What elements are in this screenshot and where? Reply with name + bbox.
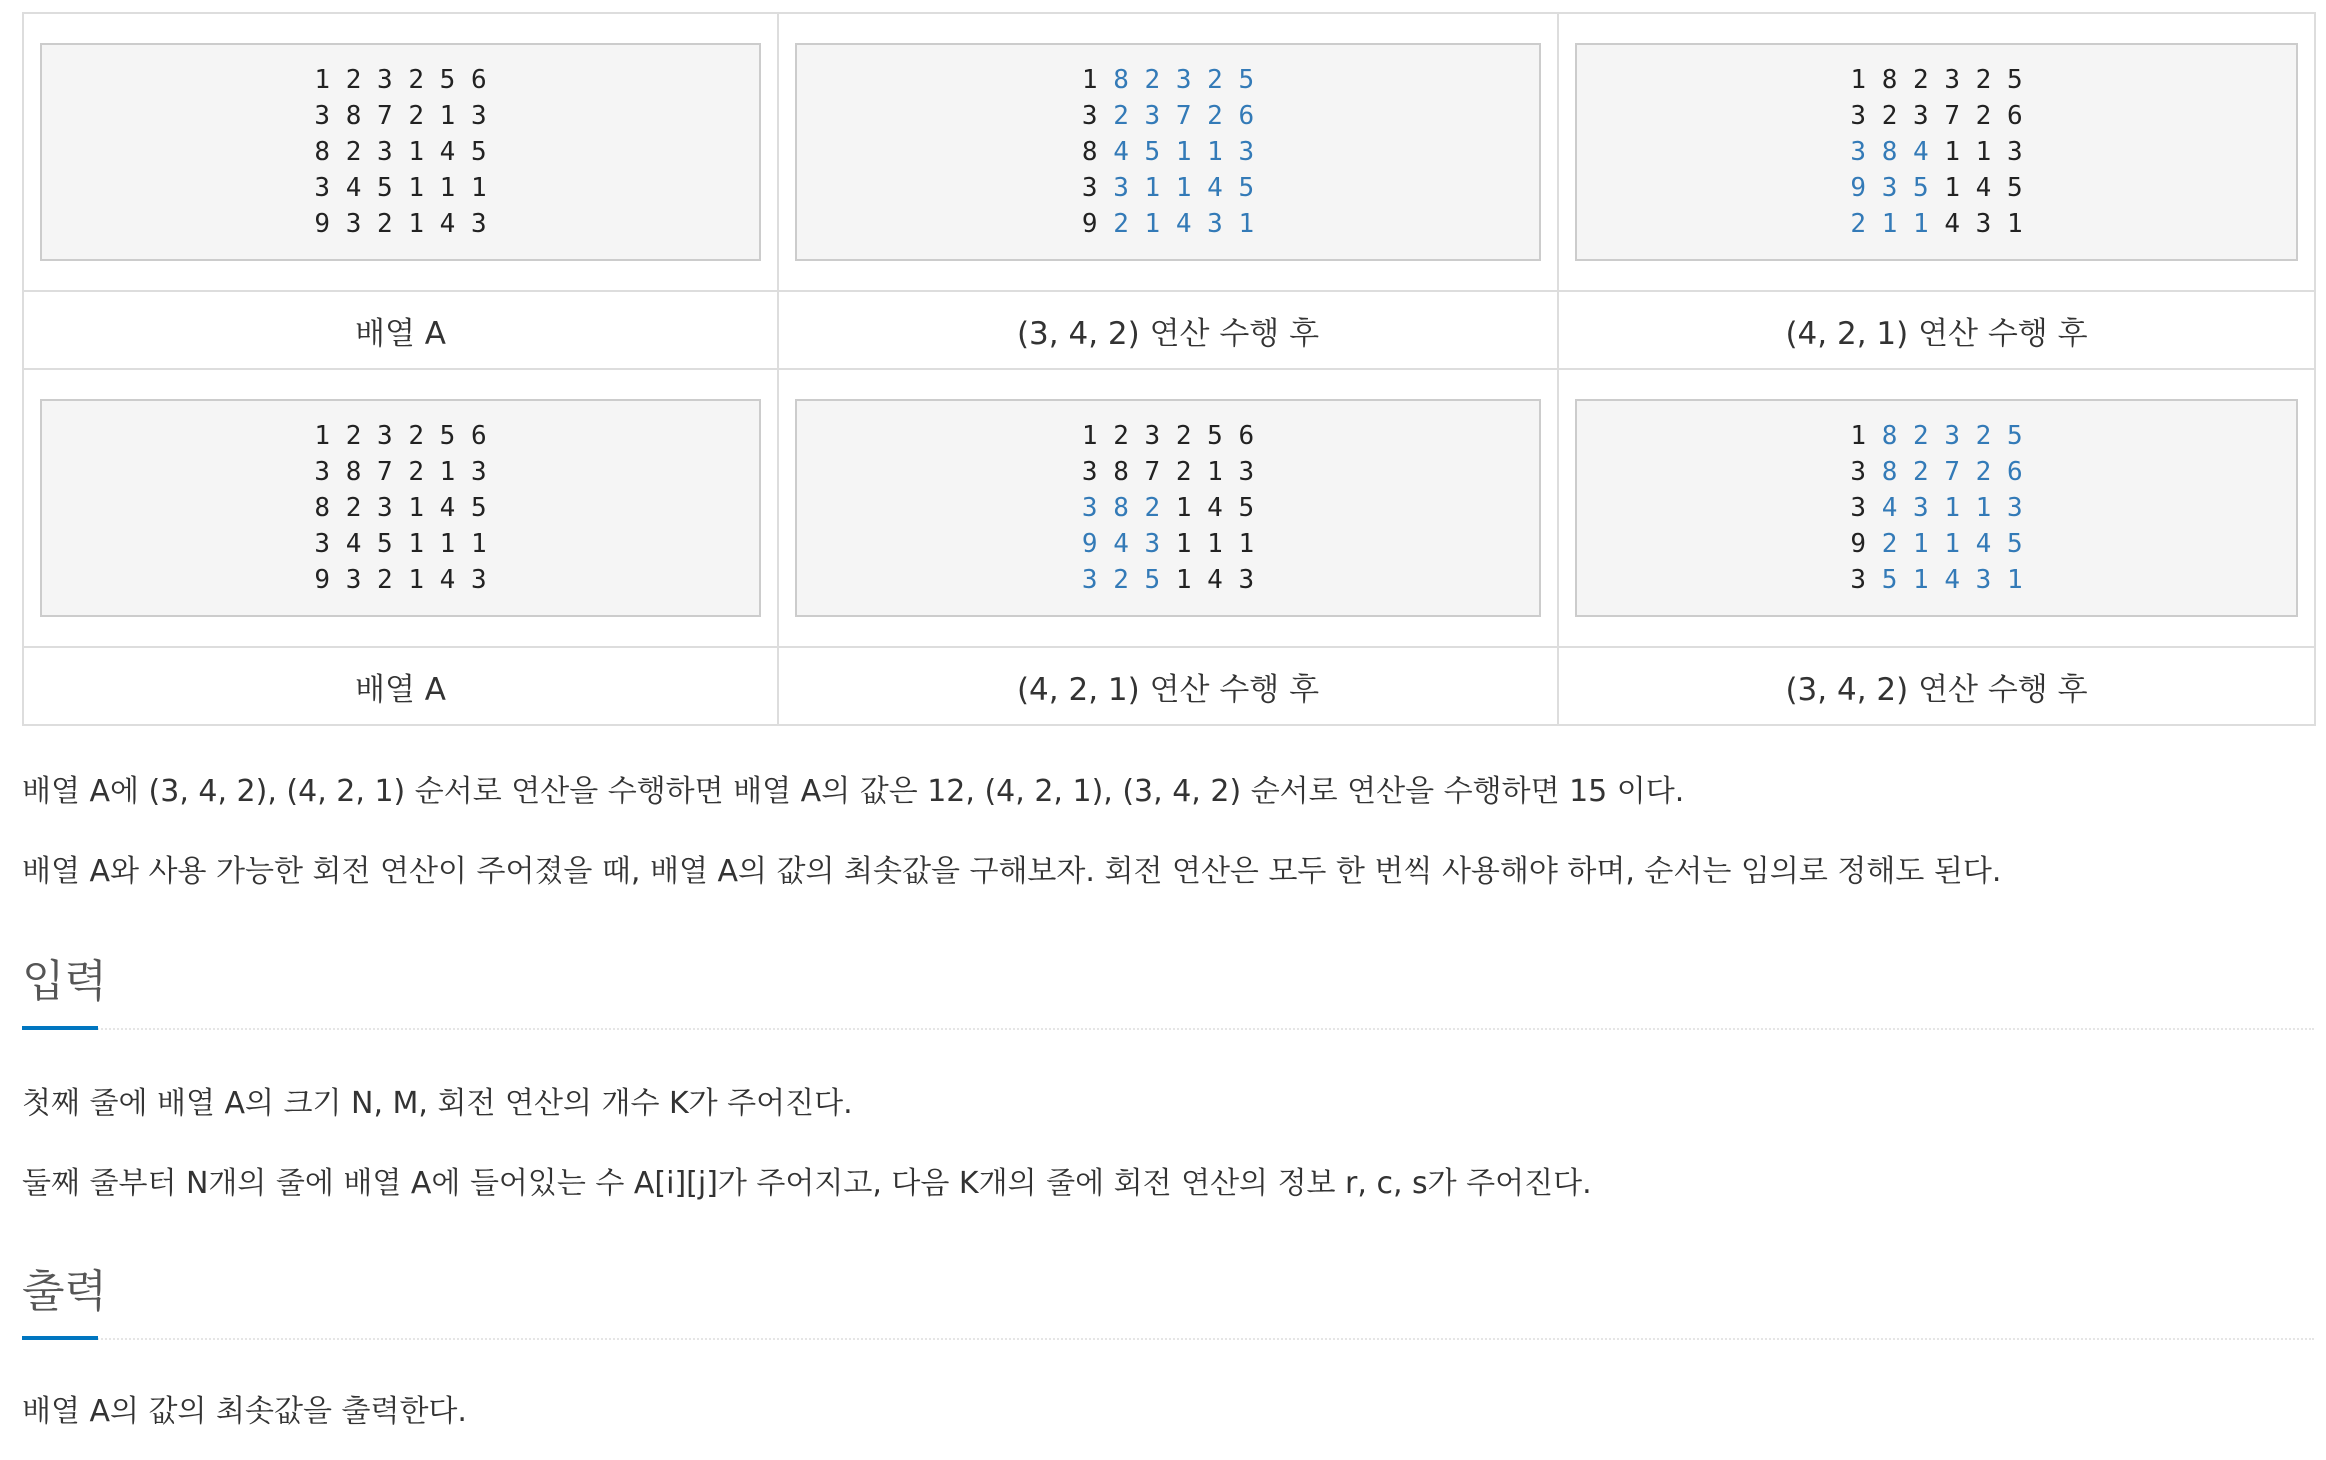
matrix-value: 3 <box>1850 137 1867 167</box>
matrix-value: 3 <box>2006 137 2023 167</box>
section-underline <box>22 1336 98 1340</box>
matrix-line <box>314 418 486 454</box>
matrix-value: 1 <box>408 173 424 203</box>
matrix-value: 2 <box>1881 101 1898 131</box>
matrix-value: 1 <box>1850 421 1867 451</box>
matrix-value: 3 <box>470 101 487 131</box>
matrix-value: 2 <box>1113 421 1129 451</box>
matrix-cell <box>1558 369 2315 647</box>
matrix-value: 3 <box>1207 209 1223 239</box>
matrix-value: 4 <box>1207 565 1223 595</box>
matrix-value: 4 <box>1881 493 1898 523</box>
matrix <box>1082 418 1254 598</box>
matrix-value: 6 <box>2006 457 2023 487</box>
matrix-line <box>314 526 486 562</box>
matrix-value: 1 <box>470 173 487 203</box>
matrix-value: 3 <box>1944 421 1960 451</box>
matrix-line <box>1850 526 2022 562</box>
matrix-value: 1 <box>1207 529 1223 559</box>
matrix-value: 5 <box>2006 65 2023 95</box>
matrix-value: 1 <box>1944 137 1960 167</box>
matrix-value: 2 <box>408 65 424 95</box>
matrix-value: 5 <box>377 173 393 203</box>
matrix-value: 3 <box>345 209 362 239</box>
matrix-value: 1 <box>1207 137 1223 167</box>
matrix-caption: 배열 A <box>23 647 778 725</box>
matrix-value: 2 <box>1975 65 1992 95</box>
matrix-value: 8 <box>1881 421 1898 451</box>
matrix-value: 6 <box>470 65 487 95</box>
matrix-value: 7 <box>1175 101 1192 131</box>
matrix-value: 3 <box>314 457 331 487</box>
matrix-value: 5 <box>470 493 487 523</box>
matrix-value: 3 <box>377 65 393 95</box>
matrix-value: 8 <box>1113 65 1129 95</box>
matrix-value: 4 <box>1975 173 1992 203</box>
matrix-value: 8 <box>1881 137 1898 167</box>
matrix-value: 2 <box>1113 101 1129 131</box>
matrix-value: 1 <box>1944 493 1960 523</box>
matrix-line <box>1850 490 2022 526</box>
matrix-value: 3 <box>1913 101 1929 131</box>
matrix-value: 5 <box>377 529 393 559</box>
matrix-value: 5 <box>1144 137 1161 167</box>
matrix-value: 3 <box>1975 565 1992 595</box>
output-section-header <box>22 1262 2314 1340</box>
matrix-line <box>1850 454 2022 490</box>
output-section-title: 출력 <box>22 1266 108 1317</box>
matrix-box <box>795 43 1541 261</box>
matrix-value: 5 <box>1238 493 1255 523</box>
rotation-example-table <box>22 12 2316 726</box>
matrix-value: 6 <box>1238 421 1255 451</box>
matrix <box>1082 62 1254 242</box>
problem-goal-text: 배열 A와 사용 가능한 회전 연산이 주어졌을 때, 배열 A의 값의 최솟값을 구해보자. 회전 연산은 모두 한 번씩 사용해야 하며, 순서는 임의로 정해도 된다. <box>22 854 2002 889</box>
matrix-line <box>314 134 486 170</box>
matrix-value: 1 <box>1944 173 1960 203</box>
matrix-value: 1 <box>439 101 456 131</box>
matrix-value: 4 <box>1175 209 1192 239</box>
matrix-value: 3 <box>1081 173 1098 203</box>
matrix-value: 9 <box>314 209 331 239</box>
matrix-value: 3 <box>1975 209 1992 239</box>
matrix-cell <box>778 13 1558 291</box>
matrix-value: 1 <box>1175 529 1192 559</box>
matrix-caption: (3, 4, 2) 연산 수행 후 <box>1558 647 2315 725</box>
matrix-value: 3 <box>1850 493 1867 523</box>
matrix-line <box>1082 206 1254 242</box>
matrix-line <box>1082 490 1254 526</box>
matrix-value: 2 <box>1175 457 1192 487</box>
output-line-1: 배열 A의 값의 최솟값을 출력한다. <box>22 1394 467 1429</box>
matrix-line <box>1850 170 2022 206</box>
matrix-line <box>1082 62 1254 98</box>
input-section-title: 입력 <box>22 956 108 1007</box>
matrix-line <box>1082 454 1254 490</box>
matrix-value: 4 <box>1944 209 1960 239</box>
matrix-line <box>314 454 486 490</box>
matrix-value: 5 <box>2006 421 2023 451</box>
matrix-value: 1 <box>1881 209 1898 239</box>
matrix-line <box>1082 526 1254 562</box>
matrix-value: 3 <box>1881 173 1898 203</box>
matrix-value: 3 <box>1081 457 1098 487</box>
matrix-value: 2 <box>408 101 424 131</box>
matrix-value: 3 <box>1850 101 1867 131</box>
matrix-value: 2 <box>1144 493 1161 523</box>
matrix-line <box>1850 206 2022 242</box>
matrix-value: 8 <box>1881 65 1898 95</box>
matrix-cell <box>778 369 1558 647</box>
matrix-value: 3 <box>1944 65 1960 95</box>
matrix-line <box>1082 170 1254 206</box>
matrix-value: 1 <box>408 493 424 523</box>
matrix-value: 1 <box>1081 65 1098 95</box>
input-line-1: 첫째 줄에 배열 A의 크기 N, M, 회전 연산의 개수 K가 주어진다. <box>22 1086 853 1121</box>
matrix-value: 5 <box>439 65 456 95</box>
matrix-cell <box>1558 13 2315 291</box>
matrix-value: 3 <box>470 565 487 595</box>
matrix-value: 1 <box>408 529 424 559</box>
matrix-value: 3 <box>1113 173 1129 203</box>
matrix-line <box>1082 562 1254 598</box>
matrix-value: 4 <box>1944 565 1960 595</box>
matrix-line <box>314 562 486 598</box>
matrix-row <box>23 369 2315 647</box>
matrix-value: 1 <box>1175 173 1192 203</box>
matrix-value: 2 <box>1207 65 1223 95</box>
matrix-value: 1 <box>1144 209 1161 239</box>
matrix-line <box>314 490 486 526</box>
matrix-value: 2 <box>1144 65 1161 95</box>
matrix-value: 5 <box>1238 65 1255 95</box>
matrix-value: 3 <box>2006 493 2023 523</box>
matrix-value: 3 <box>1238 457 1255 487</box>
matrix-value: 1 <box>1238 529 1255 559</box>
input-line-2: 둘째 줄부터 N개의 줄에 배열 A에 들어있는 수 A[i][j]가 주어지고, 다음 K개의 줄에 회전 연산의 정보 r, c, s가 주어진다. <box>22 1166 1592 1201</box>
matrix-value: 1 <box>1238 209 1255 239</box>
matrix-value: 4 <box>439 493 456 523</box>
matrix-value: 3 <box>1175 65 1192 95</box>
matrix-value: 7 <box>1944 457 1960 487</box>
matrix <box>1850 62 2022 242</box>
matrix-value: 7 <box>1144 457 1161 487</box>
matrix-value: 3 <box>1850 565 1867 595</box>
matrix-line <box>314 170 486 206</box>
matrix-value: 3 <box>377 421 393 451</box>
matrix-value: 1 <box>408 209 424 239</box>
matrix-value: 1 <box>1081 421 1098 451</box>
matrix-value: 3 <box>1081 565 1098 595</box>
matrix-box <box>1575 43 2298 261</box>
matrix-value: 8 <box>314 493 331 523</box>
matrix-value: 7 <box>377 457 393 487</box>
matrix-value: 3 <box>377 493 393 523</box>
matrix-value: 1 <box>314 421 331 451</box>
matrix <box>314 62 486 242</box>
matrix-caption: 배열 A <box>23 291 778 369</box>
matrix-value: 5 <box>1144 565 1161 595</box>
matrix-value: 3 <box>345 565 362 595</box>
matrix-value: 2 <box>408 457 424 487</box>
matrix-value: 2 <box>1975 421 1992 451</box>
matrix-value: 1 <box>1975 137 1992 167</box>
matrix-value: 7 <box>1944 101 1960 131</box>
matrix-value: 2 <box>345 137 362 167</box>
matrix-value: 4 <box>439 209 456 239</box>
matrix-value: 4 <box>345 529 362 559</box>
matrix-value: 9 <box>314 565 331 595</box>
matrix-value: 3 <box>1144 421 1161 451</box>
matrix-value: 2 <box>1913 457 1929 487</box>
matrix-value: 5 <box>1913 173 1929 203</box>
matrix-box <box>1575 399 2298 617</box>
matrix-value: 1 <box>408 137 424 167</box>
matrix-value: 1 <box>1207 457 1223 487</box>
matrix-box <box>40 43 761 261</box>
matrix-value: 4 <box>1975 529 1992 559</box>
matrix-value: 5 <box>2006 529 2023 559</box>
matrix-value: 2 <box>1975 101 1992 131</box>
matrix-value: 5 <box>1238 173 1255 203</box>
input-section-header <box>22 952 2314 1030</box>
matrix-value: 1 <box>1144 173 1161 203</box>
matrix-line <box>1850 134 2022 170</box>
matrix-line <box>314 98 486 134</box>
matrix-value: 3 <box>1081 493 1098 523</box>
matrix-value: 3 <box>1144 101 1161 131</box>
matrix-line <box>1850 62 2022 98</box>
caption-row <box>23 291 2315 369</box>
matrix-value: 1 <box>1944 529 1960 559</box>
matrix-value: 1 <box>1175 493 1192 523</box>
matrix-value: 2 <box>408 421 424 451</box>
matrix-value: 3 <box>470 209 487 239</box>
caption-row <box>23 647 2315 725</box>
matrix-caption: (4, 2, 1) 연산 수행 후 <box>778 647 1558 725</box>
matrix-value: 2 <box>377 565 393 595</box>
matrix-value: 1 <box>408 565 424 595</box>
matrix-value: 8 <box>1113 493 1129 523</box>
matrix-value: 1 <box>1175 137 1192 167</box>
matrix-value: 3 <box>1238 565 1255 595</box>
matrix-value: 1 <box>1175 565 1192 595</box>
matrix-row <box>23 13 2315 291</box>
matrix-value: 1 <box>2006 565 2023 595</box>
matrix-value: 3 <box>470 457 487 487</box>
matrix-value: 5 <box>1881 565 1898 595</box>
matrix-value: 4 <box>1913 137 1929 167</box>
section-underline <box>22 1026 98 1030</box>
matrix-value: 2 <box>1913 421 1929 451</box>
matrix-line <box>1082 98 1254 134</box>
matrix-value: 6 <box>2006 101 2023 131</box>
matrix-cell <box>23 369 778 647</box>
problem-content <box>22 12 2314 1429</box>
matrix-line <box>1082 418 1254 454</box>
matrix-value: 2 <box>345 493 362 523</box>
matrix-value: 1 <box>1850 65 1867 95</box>
matrix-line <box>1850 98 2022 134</box>
matrix-value: 8 <box>1881 457 1898 487</box>
matrix-value: 2 <box>1113 565 1129 595</box>
matrix-value: 2 <box>1207 101 1223 131</box>
matrix-value: 3 <box>314 529 331 559</box>
matrix-value: 1 <box>439 457 456 487</box>
matrix-value: 1 <box>439 173 456 203</box>
matrix <box>1850 418 2022 598</box>
matrix-value: 2 <box>1175 421 1192 451</box>
matrix-box <box>795 399 1541 617</box>
matrix-value: 5 <box>1207 421 1223 451</box>
matrix-value: 3 <box>314 101 331 131</box>
matrix-value: 3 <box>1081 101 1098 131</box>
example-result-text: 배열 A에 (3, 4, 2), (4, 2, 1) 순서로 연산을 수행하면 배열 A의 값은 12, (4, 2, 1), (3, 4, 2) 순서로 연산을 수행하면 15 이다. <box>22 774 1685 809</box>
matrix-value: 5 <box>2006 173 2023 203</box>
matrix-cell <box>23 13 778 291</box>
matrix-value: 4 <box>439 565 456 595</box>
matrix-value: 3 <box>1850 457 1867 487</box>
matrix-value: 4 <box>1113 529 1129 559</box>
matrix-value: 1 <box>1975 493 1992 523</box>
matrix-value: 3 <box>1913 493 1929 523</box>
matrix-value: 1 <box>1913 565 1929 595</box>
matrix-line <box>1082 134 1254 170</box>
matrix-value: 8 <box>1113 457 1129 487</box>
matrix-value: 5 <box>470 137 487 167</box>
matrix-value: 5 <box>439 421 456 451</box>
matrix-line <box>1850 562 2022 598</box>
matrix-value: 3 <box>1238 137 1255 167</box>
matrix-value: 4 <box>1207 493 1223 523</box>
matrix-value: 3 <box>314 173 331 203</box>
matrix-value: 4 <box>345 173 362 203</box>
matrix-value: 1 <box>1913 209 1929 239</box>
matrix-value: 2 <box>1850 209 1867 239</box>
matrix-value: 2 <box>1113 209 1129 239</box>
matrix-value: 8 <box>314 137 331 167</box>
matrix-value: 9 <box>1081 529 1098 559</box>
matrix-line <box>314 206 486 242</box>
matrix-value: 6 <box>1238 101 1255 131</box>
matrix-box <box>40 399 761 617</box>
matrix-value: 6 <box>470 421 487 451</box>
matrix-value: 2 <box>1881 529 1898 559</box>
matrix-value: 1 <box>314 65 331 95</box>
matrix-value: 4 <box>439 137 456 167</box>
matrix <box>314 418 486 598</box>
matrix-value: 2 <box>345 65 362 95</box>
matrix-value: 7 <box>377 101 393 131</box>
matrix-value: 8 <box>1081 137 1098 167</box>
matrix-value: 1 <box>439 529 456 559</box>
matrix-value: 1 <box>2006 209 2023 239</box>
matrix-value: 2 <box>1975 457 1992 487</box>
matrix-value: 4 <box>1207 173 1223 203</box>
matrix-value: 9 <box>1850 529 1867 559</box>
matrix-line <box>314 62 486 98</box>
matrix-value: 2 <box>345 421 362 451</box>
matrix-value: 8 <box>345 101 362 131</box>
matrix-value: 9 <box>1081 209 1098 239</box>
matrix-value: 1 <box>1913 529 1929 559</box>
matrix-value: 4 <box>1113 137 1129 167</box>
matrix-caption: (3, 4, 2) 연산 수행 후 <box>778 291 1558 369</box>
matrix-value: 8 <box>345 457 362 487</box>
matrix-line <box>1850 418 2022 454</box>
matrix-value: 3 <box>1144 529 1161 559</box>
matrix-caption: (4, 2, 1) 연산 수행 후 <box>1558 291 2315 369</box>
matrix-value: 1 <box>470 529 487 559</box>
matrix-value: 3 <box>377 137 393 167</box>
matrix-value: 2 <box>1913 65 1929 95</box>
matrix-value: 9 <box>1850 173 1867 203</box>
matrix-value: 2 <box>377 209 393 239</box>
